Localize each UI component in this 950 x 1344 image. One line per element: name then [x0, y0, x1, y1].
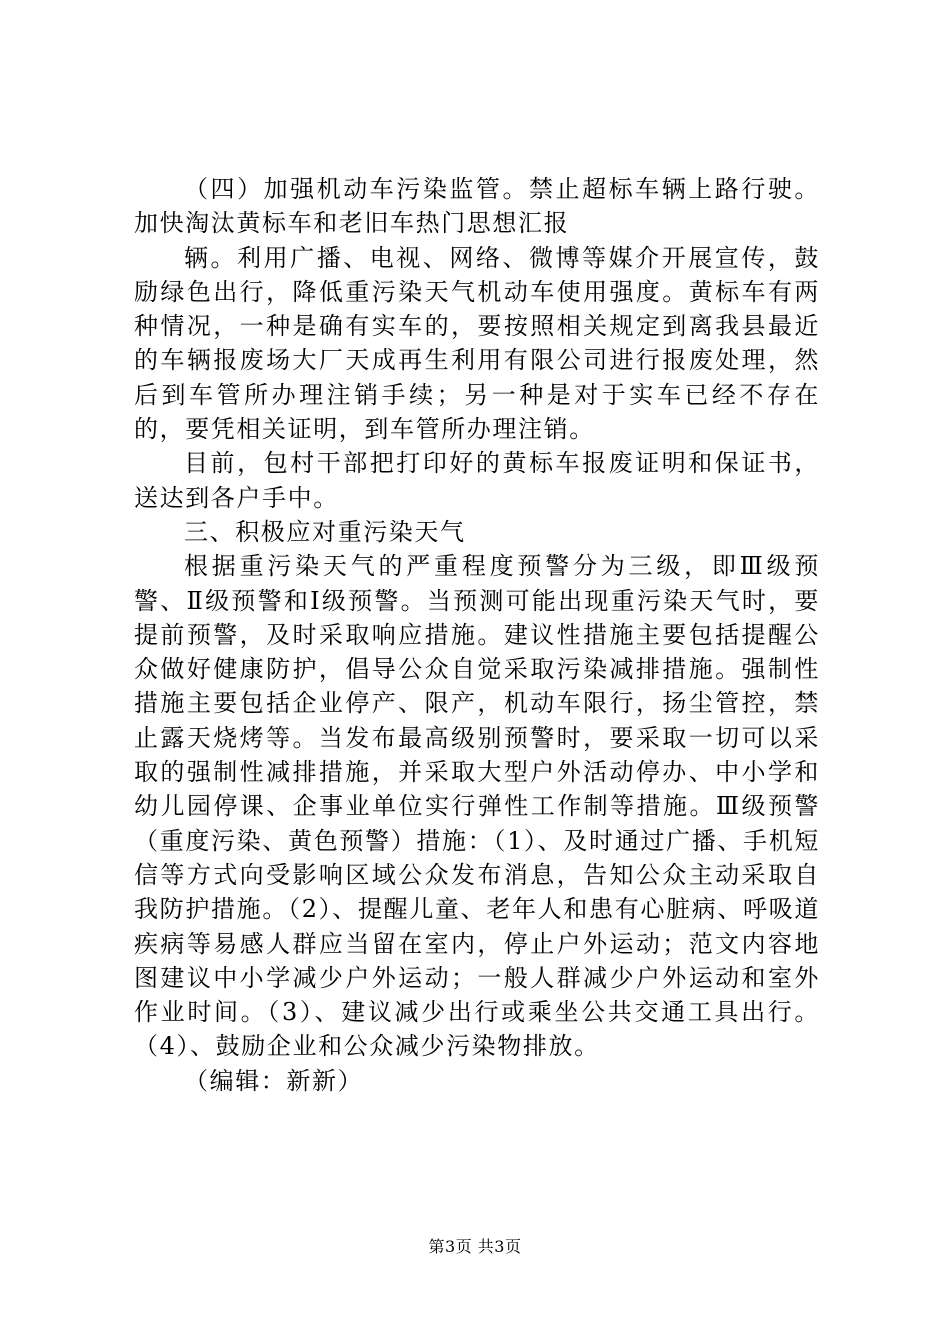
paragraph-vehicle-scrapping: 辆。利用广播、电视、网络、微博等媒介开展宣传，鼓励绿色出行，降低重污染天气机动车使用强度。黄标车有两种情况，一种是确有实车的，要按照相关规定到离我县最近的车辆报废场大厂天成再生利用有限公司进行报废处理，然后到车管所办理注销手续；另一种是对于实车已经不存在的，要凭相关证明，到车管所办理注销。 — [134, 243, 820, 444]
page-number: 第3页 共3页 — [428, 1237, 522, 1256]
page-footer — [0, 1237, 950, 1257]
paragraph-warning-levels: 根据重污染天气的严重程度预警分为三级，即Ⅲ级预警、Ⅱ级预警和Ⅰ级预警。当预测可能出现重污染天气时，要提前预警，及时采取响应措施。建议性措施主要包括提醒公众做好健康防护，倡导公众自觉采取污染减排措施。强制性措施主要包括企业停产、限产，机动车限行，扬尘管控，禁止露天烧烤等。当发布最高级别预警时，要采取一切可以采取的强制性减排措施，并采取大型户外活动停办、中小学和幼儿园停课、企事业单位实行弹性工作制等措施。Ⅲ级预警（重度污染、黄色预警）措施：（1）、及时通过广播、手机短信等方式向受影响区域公众发布消息，告知公众主动采取自我防护措施。（2）、提醒儿童、老年人和患有心脏病、呼吸道疾病等易感人群应当留在室内，停止户外运动；范文内容地图建议中小学减少户外运动；一般人群减少户外运动和室外作业时间。（3）、建议减少出行或乘坐公共交通工具出行。（4）、鼓励企业和公众减少污染物排放。 — [134, 552, 820, 1061]
document-body — [134, 172, 820, 1098]
paragraph-village-cadres: 目前，包村干部把打印好的黄标车报废证明和保证书，送达到各户手中。 — [134, 449, 820, 512]
paragraph-vehicle-pollution: （四）加强机动车污染监管。禁止超标车辆上路行驶。加快淘汰黄标车和老旧车热门思想汇报 — [134, 175, 820, 238]
section-heading-heavy-pollution: 三、积极应对重污染天气 — [184, 517, 466, 546]
paragraph-editor-credit: （编辑：新新） — [184, 1066, 364, 1095]
